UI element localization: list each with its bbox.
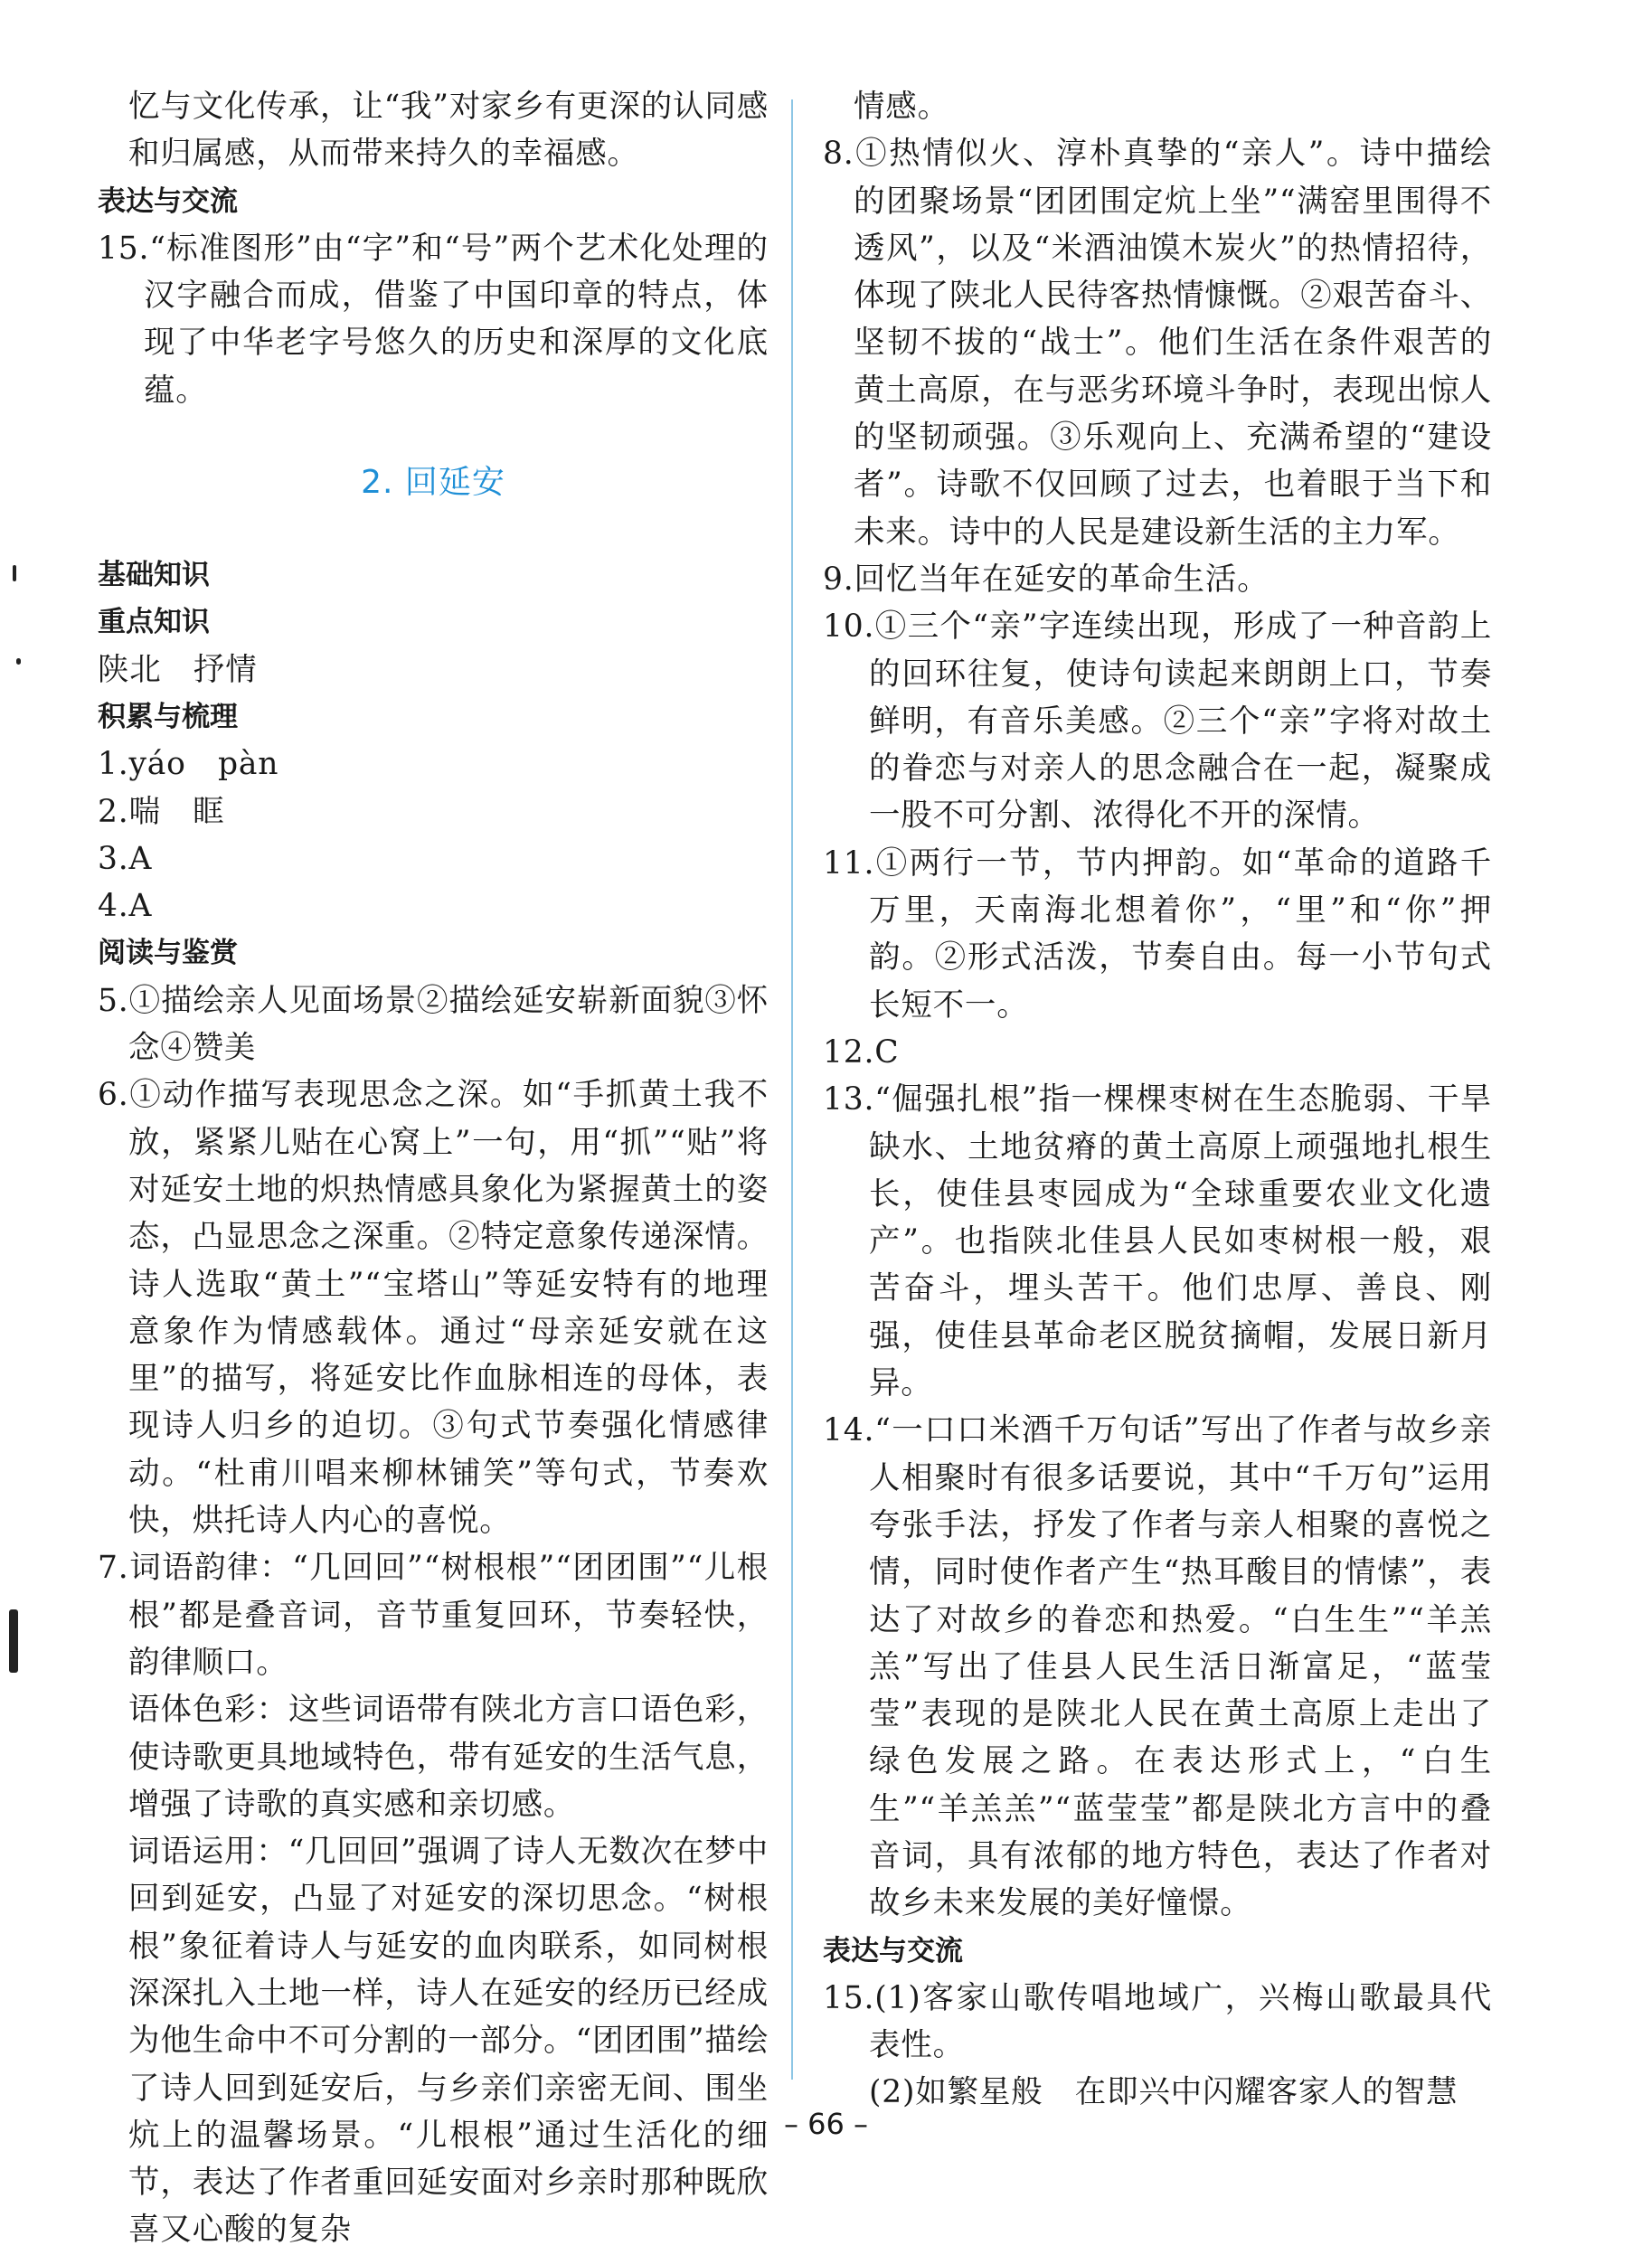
answer-15-left: 15.“标准图形”由“字”和“号”两个艺术化处理的汉字融合而成，借鉴了中国印章的特点，体现了中华老字号悠久的历史和深厚的文化底蕴。 xyxy=(98,230,769,409)
answer-7-register: 语体色彩：这些词语带有陕北方言口语色彩，使诗歌更具地域特色，带有延安的生活气息，增强了诗歌的真实感和亲切感。 xyxy=(128,1692,769,1823)
heading-reading: 阅读与鉴赏 xyxy=(98,937,238,970)
answer-2: 2.喘 眶 xyxy=(98,793,225,830)
answer-5: 5.①描绘亲人见面场景②描绘延安崭新面貌③怀念④赞美 xyxy=(98,982,769,1067)
answer-7-usage: 词语运用：“几回回”强调了诗人无数次在梦中回到延安，凸显了对延安的深切思念。“树根根”象征着诗人与延安的血肉联系，如同树根深深扎入土地一样，诗人在延安的经历已经成为他生命中不可分割的一部分。“团团围”描绘了诗人回到延安后，与乡亲们亲密无间、围坐炕上的温馨场景。“儿根根”通过生活化的细节，表达了作者重回延安面对乡亲时那种既欣喜又心酸的复杂 xyxy=(128,1834,769,2249)
column-divider xyxy=(791,99,793,2080)
scan-mark xyxy=(13,565,16,581)
answer-14: 14.“一口口米酒千万句话”写出了作者与故乡亲人相聚时有很多话要说，其中“千万句”运用夸张手法，抒发了作者与亲人相聚的喜悦之情，同时使作者产生“热耳酸目的情愫”，表达了对故乡的眷恋和热爱。“白生生”“羊羔羔”写出了佳县人民生活日渐富足，“蓝莹莹”表现的是陕北人民在黄土高原上走出了绿色发展之路。在表达形式上，“白生生”“羊羔羔”“蓝莹莹”都是陕北方言中的叠音词，具有浓郁的地方特色，表达了作者对故乡未来发展的美好憧憬。 xyxy=(823,1412,1492,1922)
answer-11: 11.①两行一节，节内押韵。如“革命的道路千万里，天南海北想着你”，“里”和“你”押韵。②形式活泼，节奏自由。每一小节句式长短不一。 xyxy=(823,844,1492,1024)
page-number: – 66 – xyxy=(783,2107,869,2141)
answer-3: 3.A xyxy=(98,840,153,877)
answer-15-part-2: (2)如繁星般 在即兴中闪耀客家人的智慧 xyxy=(869,2074,1458,2111)
answer-9: 9.回忆当年在延安的革命生活。 xyxy=(823,561,1270,598)
heading-expression-1: 表达与交流 xyxy=(98,184,238,218)
answer-13: 13.“倔强扎根”指一棵棵枣树在生态脆弱、干旱缺水、土地贫瘠的黄土高原上顽强地扎根生长，使佳县枣园成为“全球重要农业文化遗产”。也指陕北佳县人民如枣树根一般，艰苦奋斗，埋头苦干。他们忠厚、善良、刚强，使佳县革命老区脱贫摘帽，发展日新月异。 xyxy=(823,1081,1492,1402)
answer-15-part-1: 15.(1)客家山歌传唱地域广，兴梅山歌最具代表性。 xyxy=(823,1979,1492,2064)
heading-expression-2: 表达与交流 xyxy=(823,1934,963,1967)
answer-4: 4.A xyxy=(98,888,153,925)
scan-mark xyxy=(9,1609,18,1673)
answer-12: 12.C xyxy=(823,1033,900,1071)
left-column xyxy=(98,83,769,2254)
key-knowledge-answer: 陕北 抒情 xyxy=(98,651,258,688)
answer-6: 6.①动作描写表现思念之深。如“手抓黄土我不放，紧紧儿贴在心窝上”一句，用“抓”“贴”将对延安土地的炽热情感具象化为紧握黄土的姿态，凸显思念之深重。②特定意象传递深情。诗人选取“黄土”“宝塔山”等延安特有的地理意象作为情感载体。通过“母亲延安就在这里”的描写，将延安比作血脉相连的母体，表现诗人归乡的迫切。③句式节奏强化情感律动。“杜甫川唱来柳林铺笑”等句式，节奏欢快，烘托诗人内心的喜悦。 xyxy=(98,1077,769,1540)
heading-basic-knowledge: 基础知识 xyxy=(98,559,210,592)
scan-mark xyxy=(16,658,21,665)
answer-10: 10.①三个“亲”字连续出现，形成了一种音韵上的回环往复，使诗句读起来朗朗上口，节奏鲜明，有音乐美感。②三个“亲”字将对故土的眷恋与对亲人的思念融合在一起，凝聚成一股不可分割、浓得化不开的深情。 xyxy=(823,609,1492,835)
intro-continuation: 忆与文化传承，让“我”对家乡有更深的认同感和归属感，从而带来持久的幸福感。 xyxy=(128,89,769,173)
answer-8: 8.①热情似火、淳朴真挚的“亲人”。诗中描绘的团聚场景“团团围定炕上坐”“满窑里围得不透风”，以及“米酒油馍木炭火”的热情招待，体现了陕北人民待客热情慷慨。②艰苦奋斗、坚韧不拔的“战士”。他们生活在条件艰苦的黄土高原，在与恶劣环境斗争时，表现出惊人的坚韧顽强。③乐观向上、充满希望的“建设者”。诗歌不仅回顾了过去，也着眼于当下和未来。诗中的人民是建设新生活的主力军。 xyxy=(823,136,1492,551)
section-title: 2. 回延安 xyxy=(361,464,505,502)
answer-7-continuation: 情感。 xyxy=(854,89,949,125)
heading-accumulation: 积累与梳理 xyxy=(98,700,238,733)
answer-7: 7.词语韵律：“几回回”“树根根”“团团围”“儿根根”都是叠音词，音节重复回环，节奏轻快，韵律顺口。 xyxy=(98,1550,769,1681)
answer-1: 1.yáo pàn xyxy=(98,746,279,783)
right-column xyxy=(823,83,1492,2117)
heading-key-knowledge: 重点知识 xyxy=(98,606,210,639)
